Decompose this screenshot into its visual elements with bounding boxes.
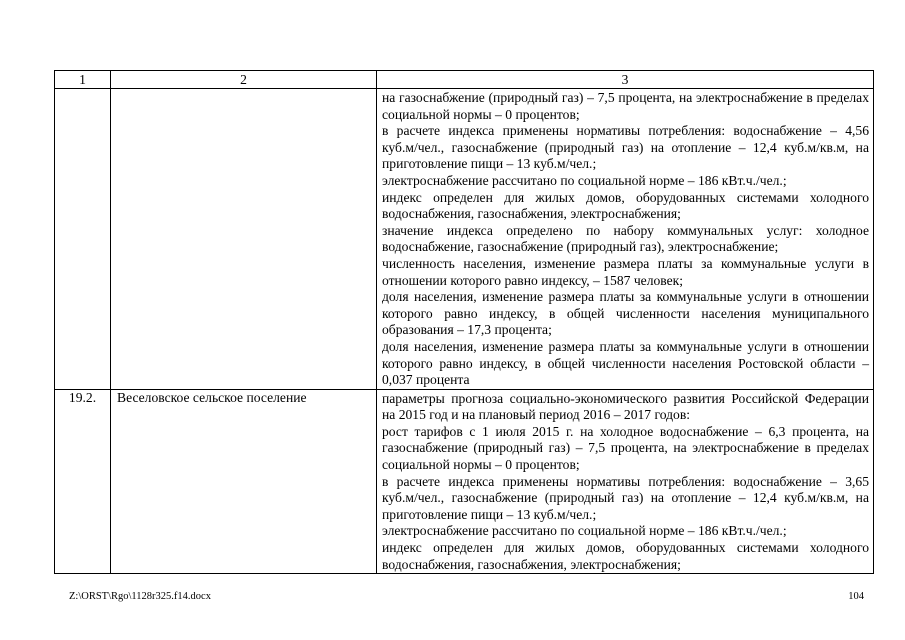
document-table xyxy=(54,70,874,574)
paragraph: электроснабжение рассчитано по социальной норме – 186 кВт.ч./чел.; xyxy=(382,172,787,188)
parameters-cell xyxy=(377,389,874,574)
paragraph: в расчете индекса применены нормативы потребления: водоснабжение – 4,56 куб.м/чел., газоснабжение (природный газ) на отопление – 12,4 куб.м/кв.м, на приготовление пищи – 13 куб.м/чел.; xyxy=(382,123,869,172)
paragraph: индекс определен для жилых домов, оборудованных системами холодного водоснабжения, газоснабжения, электроснабжения; xyxy=(382,540,869,572)
header-cell-3: 3 xyxy=(377,71,874,89)
table-row xyxy=(55,389,874,574)
row-number-cell: 19.2. xyxy=(55,389,111,574)
row-number-cell xyxy=(55,89,111,390)
paragraph: численность населения, изменение размера платы за коммунальные услуги в отношении которого равно индексу, – 1587 человек; xyxy=(382,255,869,288)
parameters-cell xyxy=(377,89,874,390)
footer-page-number: 104 xyxy=(848,591,864,602)
table-header-row xyxy=(55,71,874,89)
paragraph: значение индекса определено по набору коммунальных услуг: холодное водоснабжение, газоснабжение (природный газ), электроснабжение; xyxy=(382,222,869,255)
paragraph: рост тарифов с 1 июля 2015 г. на холодное водоснабжение – 6,3 процента, на газоснабжение (природный газ) – 7,5 процента, на электроснабжение в пределах социальной нормы – 0 процентов; xyxy=(382,423,869,473)
footer-file-path: Z:\ORST\Rgo\1128r325.f14.docx xyxy=(69,591,211,602)
header-cell-2: 2 xyxy=(111,71,377,89)
paragraph: в расчете индекса применены нормативы потребления: водоснабжение – 3,65 куб.м/чел., газоснабжение (природный газ) на отопление – 12,4 куб.м/кв.м, на приготовление пищи – 13 куб.м/чел.; xyxy=(382,473,869,522)
header-cell-1: 1 xyxy=(55,71,111,89)
paragraph: индекс определен для жилых домов, оборудованных системами холодного водоснабжения, газоснабжения, электроснабжения; xyxy=(382,189,869,222)
paragraph: электроснабжение рассчитано по социальной норме – 186 кВт.ч./чел.; xyxy=(382,523,787,539)
paragraph: на газоснабжение (природный газ) – 7,5 процента, на электроснабжение в пределах социальной нормы – 0 процентов; xyxy=(382,90,869,122)
settlement-name-cell xyxy=(111,89,377,390)
table-row xyxy=(55,89,874,390)
paragraph: доля населения, изменение размера платы за коммунальные услуги в отношении которого равно индексу, в общей численности населения муниципального образования – 17,3 процента; xyxy=(382,289,869,338)
settlement-name-cell: Веселовское сельское поселение xyxy=(111,389,377,574)
paragraph: параметры прогноза социально-экономического развития Российской Федерации на 2015 год и на плановый период 2016 – 2017 годов: xyxy=(382,390,869,423)
paragraph: доля населения, изменение размера платы за коммунальные услуги в отношении которого равно индексу, в общей численности населения Ростовской области – 0,037 процента xyxy=(382,338,869,388)
